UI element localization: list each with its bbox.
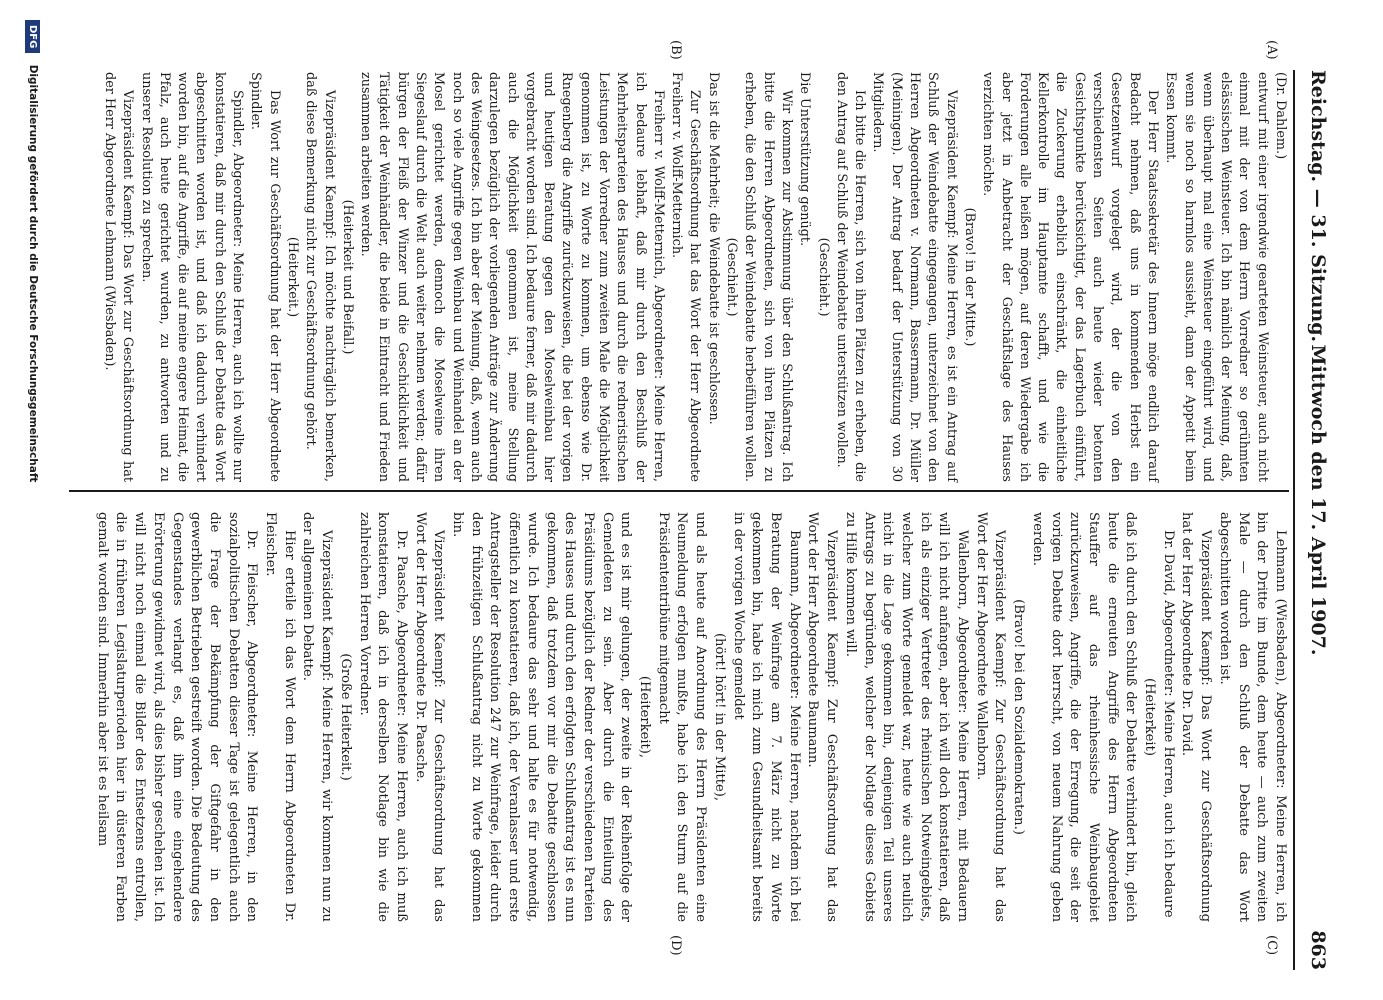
dfg-logo: DFG — [25, 20, 40, 53]
paragraph: Wir kommen zur Abstimmung über den Schlußantrag. Ich bitte die Herren Abgeordneten, sich von ihren Plätzen zu erheben, die den Schluß der Weindebatte herbeiführen wollen. — [742, 72, 794, 482]
paragraph: Dr. David, Abgeordneter: Meine Herren, auch ich bedaure — [1160, 530, 1176, 918]
paragraph: (Heiterkeit), — [637, 675, 653, 759]
paragraph: Baumann, Abgeordneter: Meine Herren, nachdem ich bei Beratung der Weinfrage am 7. März nicht zu Worte gekommen bin, habe ich mich zum Gesundheitsamt bereits in der vorigen Woche gemeldet — [730, 512, 802, 922]
paragraph: Vizepräsident Kaempf: Zur Geschäftsordnung hat das Wort der Herr Abgeordnete Wallenborn. — [973, 512, 1008, 922]
paragraph: Zur Geschäftsordnung hat das Wort der Herr Abgeordnete Freiherr v. Wolff-Metternich. — [669, 72, 703, 482]
paragraph: Vizepräsident Kaempf: Zur Geschäftsordnung hat das Wort der Herr Abgeordnete Baumann. — [805, 512, 840, 922]
margin-letter-c: (C) — [1264, 935, 1279, 956]
header-rule — [1293, 70, 1295, 970]
paragraph: Hier erteile ich das Wort dem Herrn Abgeordneten Dr. Fleischer. — [263, 512, 297, 922]
paragraph: und es ist mir gelungen, der zweite in der Reihenfolge der Gemeldeten zu sein. Aber durch die Einteilung des Präsidiums bezüglich der Redner der verschiedenen Parteien des Hauses und durch den erfolgten Schlußantrag ist es nun gekommen, daß trotzdem vor mir die Debatte geschlossen wurde. Ich bedaure das sehr und halte es für notwendig, öffentlich zu konstatieren, daß ich, der Veranlasser und erste Antragsteller der Resolution 247 zur Weinfrage, leider durch den frühzeitigen Schlußantrag nicht zu Worte gekommen bin. — [450, 512, 634, 922]
paragraph: (Geschieht.) — [815, 237, 831, 317]
paragraph: Lehmann (Wiesbaden), Abgeordneter: Meine Herren, ich bin der Dritte im Bunde, dem heute — auch zum zweiten Male — durch den Schluß der Debatte das Wort abgeschnitten worden ist. — [1216, 512, 1288, 922]
column-separator — [69, 490, 1289, 492]
paragraph: (hört! hört! in der Mitte), — [711, 632, 727, 802]
margin-letter-b: (B) — [668, 40, 683, 60]
margin-letter-d: (D) — [668, 935, 683, 956]
paragraph: Freiherr v. Wolff-Metternich, Abgeordneter: Meine Herren, ich bedaure lebhaft, daß mir durch den Beschluß der Mehrheitsparteien des Hauses und durch die redneristischen Leistungen der Vorredner zum zweiten Male die Möglichkeit genommen ist, zu Worte zu kommen, um ebenso wie Dr. Rnegenberg die Angriffe zurückzuweisen, die bei der vorigen und heutigen Beratung gegen den Moselweinbau hier vorgebracht worden sind. Ich bedaure ferner, daß mir dadurch auch die Möglichkeit genommen ist, meine Stellung darzulegen bezüglich der vorliegenden Anträge zur Änderung des Weingesetzes. Ich bin aber der Meinung, daß, wenn auch noch so viele Angriffe gegen Weinbau und Weinhandel an der Mosel gerichtet werden, dennoch die Moselweine ihren Siegeslauf durch die Welt auch weiter nehmen werden; dafür bürgen der Fleiß der Winzer und die Geschicklichkeit und Tätigkeit der Weinhändler, die beide in Eintracht und Frieden zusammen arbeiten werden. — [358, 72, 666, 482]
paragraph: Dr. Paasche, Abgeordneter: Meine Herren, auch ich muß konstatieren, daß ich in derselben Notlage bin wie die zahlreichen Herren Vorredner. — [356, 512, 409, 922]
paragraph: daß ich durch den Schluß der Debatte verhindert bin, gleich heute die erneuten Angriffe des Herrn Abgeordneten Stauffer auf das rheinhessische Weinbaugebiet zurückzuweisen, Angriffe, die der Erregung, die seit der vorigen Debatte dort herrscht, von neuem Nahrung geben werden. — [1029, 512, 1139, 922]
dfg-credit: Digitalisierung gefördert durch die Deutsche Forschungsgemeinschaft — [27, 64, 39, 483]
paragraph: Ich bitte die Herren, sich von ihren Plätzen zu erheben, die den Antrag auf Schluß der Weindebatte unterstützen wollen. — [833, 72, 868, 482]
paragraph: Vizepräsident Kaempf: Ich möchte nachträglich bemerken, daß diese Bemerkung nicht zur Geschäftsordnung gehört. — [303, 72, 337, 482]
paragraph: Vizepräsident Kaempf: Zur Geschäftsordnung hat das Wort der Herr Abgeordnete Dr. Paasche. — [412, 512, 447, 922]
paragraph: (Geschieht.) — [724, 237, 740, 317]
paragraph: Vizepräsident Kaempf: Meine Herren, wir kommen nun zu der allgemeinen Debatte. — [300, 512, 335, 922]
page-number: 863 — [1307, 930, 1329, 970]
paragraph: (Bravo! bei den Sozialdemokraten.) — [1011, 599, 1027, 835]
left-column — [100, 72, 1289, 482]
paragraph: Das ist die Mehrheit; die Weindebatte ist geschlossen. — [705, 72, 721, 425]
page-header — [1299, 30, 1333, 970]
paragraph: (Bravo! in der Mitte.) — [961, 207, 977, 347]
paragraph: Dr. Fleischer, Abgeordneter: Meine Herren, in den sozialpolitischen Debatten dieser Tage ist gelegentlich auch die Frage der Bekämpfung der Giftgefahr in den gewerblichen Betrieben gestreift worden. Die Bedeutung des Gegenstandes verlangt es, daß ihm eine eingehendere Erörterung gewidmet wird, als dies bisher geschehen ist. Ich will nicht noch einmal die Bilder des Entsetzens entrollen, die in früheren Legislaturperioden hier in düsteren Farben gemalt worden sind. Immerhin aber ist es heilsam — [94, 512, 260, 922]
header-left: Reichstag. — 31. Sitzung. — [1307, 70, 1329, 343]
paragraph: Vizepräsident Kaempf: Das Wort zur Geschäftsordnung hat der Herr Abgeordnete Dr. David. — [1179, 512, 1214, 922]
right-column — [92, 512, 1289, 922]
paragraph: und als heute auf Anordnung des Herrn Präsidenten eine Neumeldung erfolgen mußte, habe ich den Sturm auf die Präsidententribüne mitgemacht — [655, 512, 709, 922]
paragraph: Die Unterstützung genügt. — [797, 72, 813, 247]
paragraph: Der Herr Staatssekretär des Innern möge endlich darauf Bedacht nehmen, daß uns in kommenden Herbst ein Gesetzentwurf vorgelegt wird, der die von den verschiedensten Seiten auch heute wieder betonten Gesichtspunkte berücksichtigt, der das Lagerbuch einführt, die Zuckerung erheblich einschränkt, die einheitliche Kellerkontrolle im Hauptamte schafft, und wie die Forderungen alle heißen mögen, auf deren Wiedergabe ich aber jetzt in Anbetracht der Geschäftslage des Hauses verzichten möchte. — [980, 72, 1160, 482]
paragraph: Vizepräsident Kaempf: Meine Herren, es ist ein Antrag auf Schluß der Weindebatte eingegangen, unterzeichnet von den Herren Abgeordneten v. Normann, Bassermann, Dr. Müller (Meiningen). Der Antrag bedarf der Unterstützung von 30 Mitgliedern. — [870, 72, 959, 482]
paragraph: (Heiterkeit.) — [284, 236, 300, 318]
header-center: Mittwoch den 17. April 1907. — [1307, 344, 1329, 656]
paragraph: Vizepräsident Kaempf: Das Wort zur Geschäftsordnung hat der Herr Abgeordnete Lehmann (Wiesbaden). — [102, 72, 136, 482]
paragraph: (Große Heiterkeit.) — [337, 653, 353, 781]
paragraph: (Dr. Dahlem.) — [1273, 72, 1288, 160]
paragraph: Das Wort zur Geschäftsordnung hat der Herr Abgeordnete Spindler. — [248, 72, 282, 482]
margin-letter-a: (A) — [1264, 40, 1279, 60]
paragraph: entwurf mit einer irgendwie gearteten Weinsteuer, auch nicht einmal mit der von dem Herrn Vorredner so gerühmten elsässischen Weinsteuer. Ich bin nämlich der Meinung, daß, wenn überhaupt mal eine Weinsteuer eingeführt wird, und wenn sie noch so harmlos aussieht, dann der Appetit beim Essen kommt. — [1163, 72, 1270, 482]
dfg-footer — [16, 20, 40, 980]
paragraph: (Heiterkeit) — [1142, 678, 1158, 756]
paragraph: (Heiterkeit und Beifall.) — [339, 199, 355, 355]
paragraph: Spindler, Abgeordneter: Meine Herren, auch ich wollte nur konstatieren, daß mir durch den Schluß der Debatte das Wort abgeschnitten worden ist, und daß ich dadurch verhindert worden bin, auf die Angriffe, die auf meine engere Heimat, die Pfalz, auch heute gerichtet wurden, zu antworten und zu unserer Resolution zu sprechen. — [138, 72, 246, 482]
paragraph: Wallenborn, Abgeordneter: Meine Herren, mit Bedauern will ich nicht anfangen, aber ich will doch konstatieren, daß ich als einziger Vertreter des rheinischen Notweingebiets, welcher zum Worte gemeldet war, heute wie auch neulich nicht in die Lage gekommen bin, denjenigen Teil unseres Antrags zu begründen, welcher der Notlage dieses Gebiets zu Hilfe kommen will. — [842, 512, 971, 922]
